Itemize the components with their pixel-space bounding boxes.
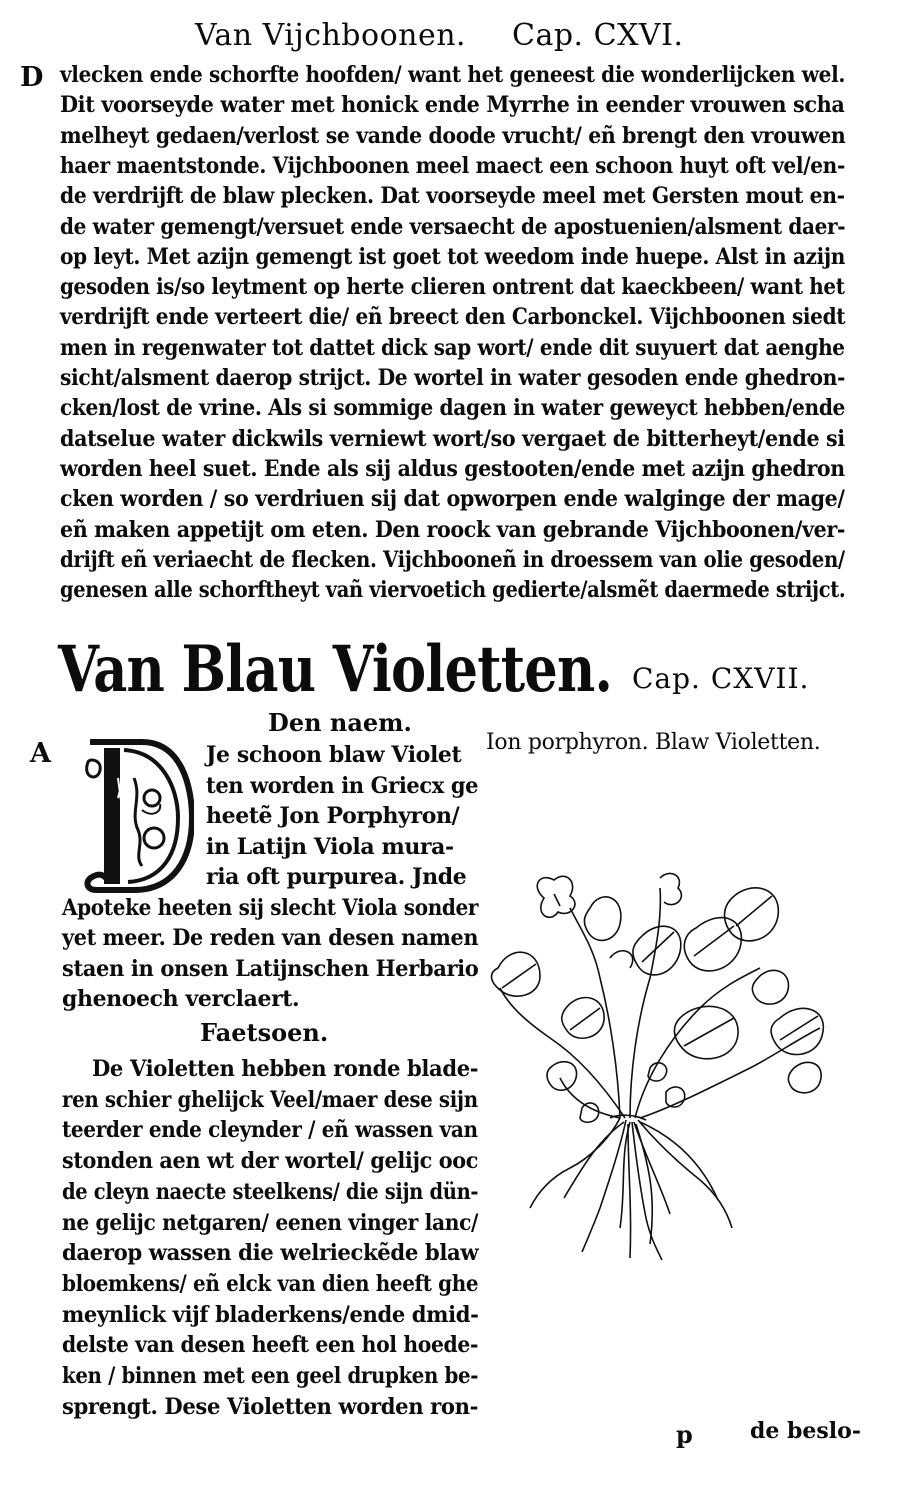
drop-cap xyxy=(82,738,194,894)
chapter-title: Van Blau Violetten. xyxy=(58,632,612,707)
text-line: ghenoech verclaert. xyxy=(62,986,300,1012)
text-line: heetẽ Jon Porphyron/ xyxy=(206,803,460,829)
text-line: drijft eñ veriaecht de flecken. Vijchbooneñ in droessem van olie gesoden/ xyxy=(60,546,845,573)
text-line: Dit voorseyde water met honick ende Myrrhe in eender vrouwen scha xyxy=(60,92,845,119)
text-line: meynlick vijf bladerkens/ende dmid- xyxy=(62,1301,479,1328)
text-line: gesoden is/so leytment op herte clieren ontrent dat kaeckbeen/ want het xyxy=(60,274,845,301)
text-line: daerop wassen die welrieckẽde blaw xyxy=(62,1240,479,1267)
text-line: de water gemengt/versuet ende versaecht de apostuenien/alsment daer- xyxy=(60,213,846,240)
text-line: ken / binnen met een geel drupken be- xyxy=(62,1363,479,1389)
running-head xyxy=(0,18,900,58)
illustration-caption: Ion porphyron. Blaw Violetten. xyxy=(486,730,821,755)
text-line: De Violetten hebben ronde blade- xyxy=(92,1056,479,1082)
text-line: genesen alle schorftheyt vañ viervoetich gedierte/alsmẽt daermede strijct. xyxy=(60,577,846,604)
text-line: men in regenwater tot dattet dick sap wort/ ende dit suyuert dat aenghe xyxy=(60,334,845,361)
violet-plant-woodcut-icon xyxy=(470,868,850,1268)
text-line: staen in onsen Latijnschen Herbario xyxy=(62,955,479,982)
margin-section-letter: D xyxy=(20,62,44,93)
text-line: datselue water dickwils verniewt wort/so vergaet de bitterheyt/ende si xyxy=(60,425,845,452)
text-line: cken worden / so verdriuen sij dat opworpen ende walginge der mage/ xyxy=(60,486,845,513)
section-heading-form: Faetsoen. xyxy=(200,1018,329,1047)
text-line: verdrijft ende verteert die/ eñ breect den Carbonckel. Vijchboonen siedt xyxy=(60,304,846,331)
text-line: bloemkens/ eñ elck van dien heeft ghe xyxy=(62,1270,479,1297)
catchword: de beslo- xyxy=(750,1418,861,1444)
text-line: yet meer. De reden van desen namen xyxy=(62,925,479,951)
text-line: ria oft purpurea. Jnde xyxy=(206,864,467,890)
drop-cap-letter xyxy=(82,738,194,894)
text-line: ten worden in Griecx ge xyxy=(206,772,479,799)
text-line: Je schoon blaw Violet xyxy=(206,742,462,768)
text-line: vlecken ende schorfte hoofden/ want het geneest die wonderlijcken wel. xyxy=(60,62,845,88)
text-line: haer maentstonde. Vijchboonen meel maect een schoon huyt oft vel/en- xyxy=(60,152,845,179)
running-head-title: Van Vijchboonen. xyxy=(195,18,467,53)
text-line: cken/lost de vrine. Als si sommige dagen in water geweyct hebben/ende xyxy=(60,395,846,422)
text-line: eñ maken appetijt om eten. Den roock van gebrande Vijchboonen/ver- xyxy=(60,516,846,543)
text-line: ren schier ghelijck Veel/maer dese sijn xyxy=(62,1086,478,1113)
chapter-number: Cap. CXVII. xyxy=(632,662,810,695)
text-line: Apoteke heeten sij slecht Viola sonder xyxy=(62,894,479,921)
text-line: teerder ende cleynder / eñ wassen van xyxy=(62,1117,478,1144)
text-line: ne gelijc netgaren/ eenen vinger lanc/ xyxy=(62,1209,479,1236)
text-line: op leyt. Met azijn gemengt ist goet tot weedom inde huepe. Alst in azijn xyxy=(60,243,846,270)
signature-mark: p xyxy=(676,1420,693,1449)
text-line: de verdrijft de blaw plecken. Dat voorseyde meel met Gersten mout en- xyxy=(60,183,845,210)
text-line: worden heel suet. Ende als sij aldus gestooten/ende met azijn ghedron xyxy=(60,455,845,482)
running-head-chapter: Cap. CXVI. xyxy=(512,18,684,53)
text-line: sicht/alsment daerop strijct. De wortel in water gesoden ende ghedron- xyxy=(60,365,846,391)
text-line: sprengt. Dese Violetten worden ron- xyxy=(62,1393,479,1420)
text-line: in Latijn Viola mura- xyxy=(206,833,454,860)
margin-section-letter-a: A xyxy=(30,738,51,769)
text-line: delste van desen heeft een hol hoede- xyxy=(62,1332,479,1359)
text-line: de cleyn naecte steelkens/ die sijn dün- xyxy=(62,1178,479,1205)
text-line: melheyt gedaen/verlost se vande doode vrucht/ eñ brengt den vrouwen xyxy=(60,122,846,149)
text-line: stonden aen wt der wortel/ gelijc ooc xyxy=(62,1148,479,1175)
section-heading-name: Den naem. xyxy=(268,708,412,737)
